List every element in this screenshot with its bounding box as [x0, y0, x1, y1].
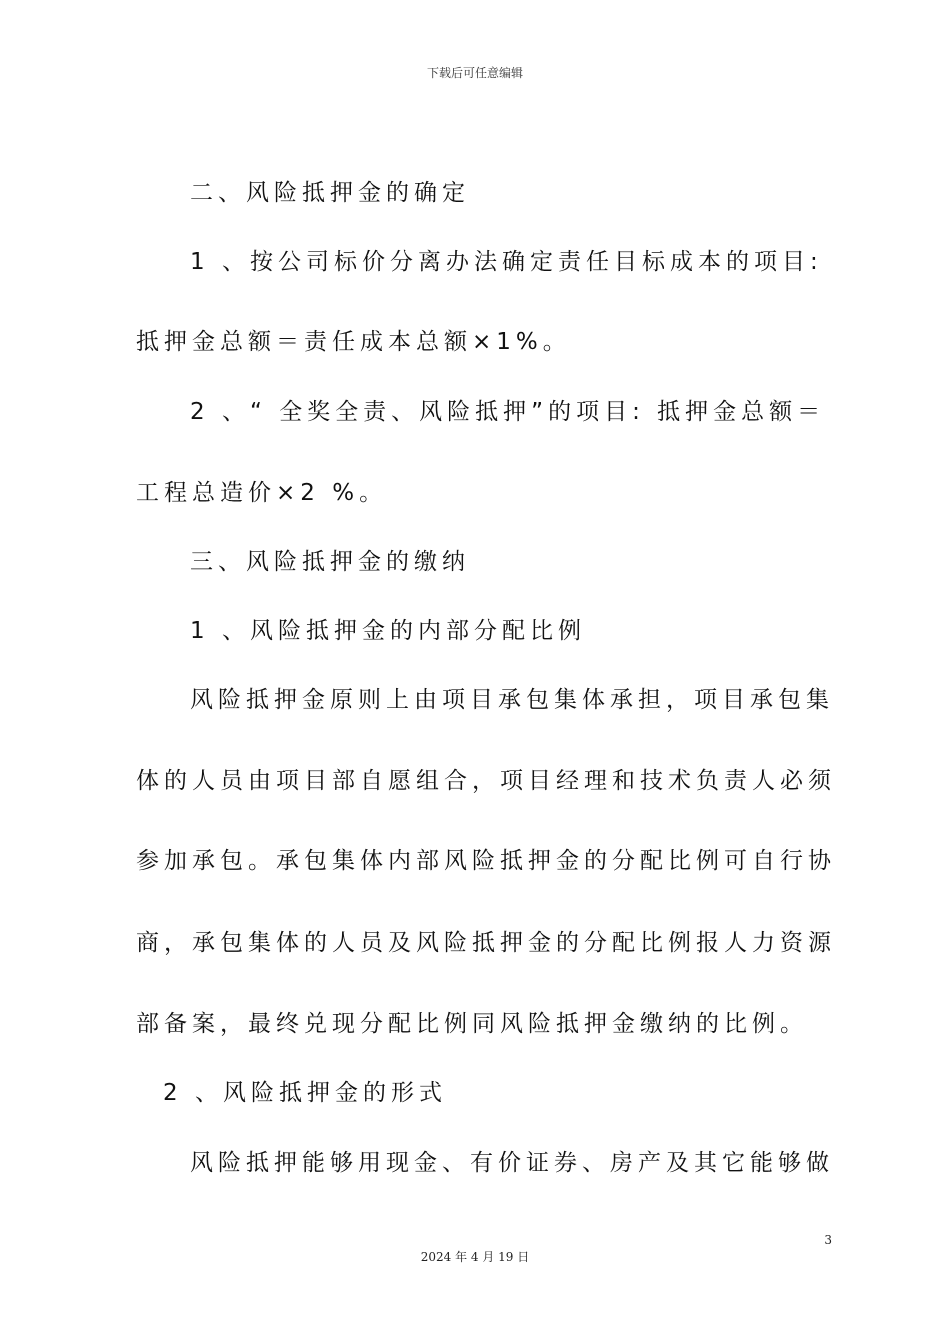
paragraph-line: 部备案，最终兑现分配比例同风险抵押金缴纳的比例。	[136, 1011, 808, 1037]
paragraph-line: 风险抵押金原则上由项目承包集体承担，项目承包集	[190, 687, 834, 713]
subsection-heading: 1 、风险抵押金的内部分配比例	[190, 618, 586, 644]
paragraph-line: 参加承包。承包集体内部风险抵押金的分配比例可自行协	[136, 848, 836, 874]
paragraph-line: 1 、按公司标价分离办法确定责任目标成本的项目:	[190, 249, 823, 275]
footer-date: 2024 年 4 月 19 日	[420, 1250, 530, 1264]
section-heading: 三、风险抵押金的缴纳	[190, 549, 470, 575]
paragraph-line: 工程总造价×2 %。	[136, 480, 388, 506]
subsection-heading: 2 、风险抵押金的形式	[163, 1080, 447, 1106]
section-heading: 二、风险抵押金的确定	[190, 180, 470, 206]
page-header: 下载后可任意编辑	[426, 66, 523, 80]
paragraph-line: 2 、“ 全奖全责、风险抵押”的项目: 抵押金总额＝	[190, 399, 826, 425]
paragraph-line: 抵押金总额＝责任成本总额×1%。	[136, 329, 571, 355]
page-number: 3	[824, 1233, 832, 1247]
paragraph-line: 商，承包集体的人员及风险抵押金的分配比例报人力资源	[136, 930, 836, 956]
paragraph-line: 风险抵押能够用现金、有价证券、房产及其它能够做	[190, 1150, 834, 1176]
paragraph-line: 体的人员由项目部自愿组合，项目经理和技术负责人必须	[136, 768, 836, 794]
